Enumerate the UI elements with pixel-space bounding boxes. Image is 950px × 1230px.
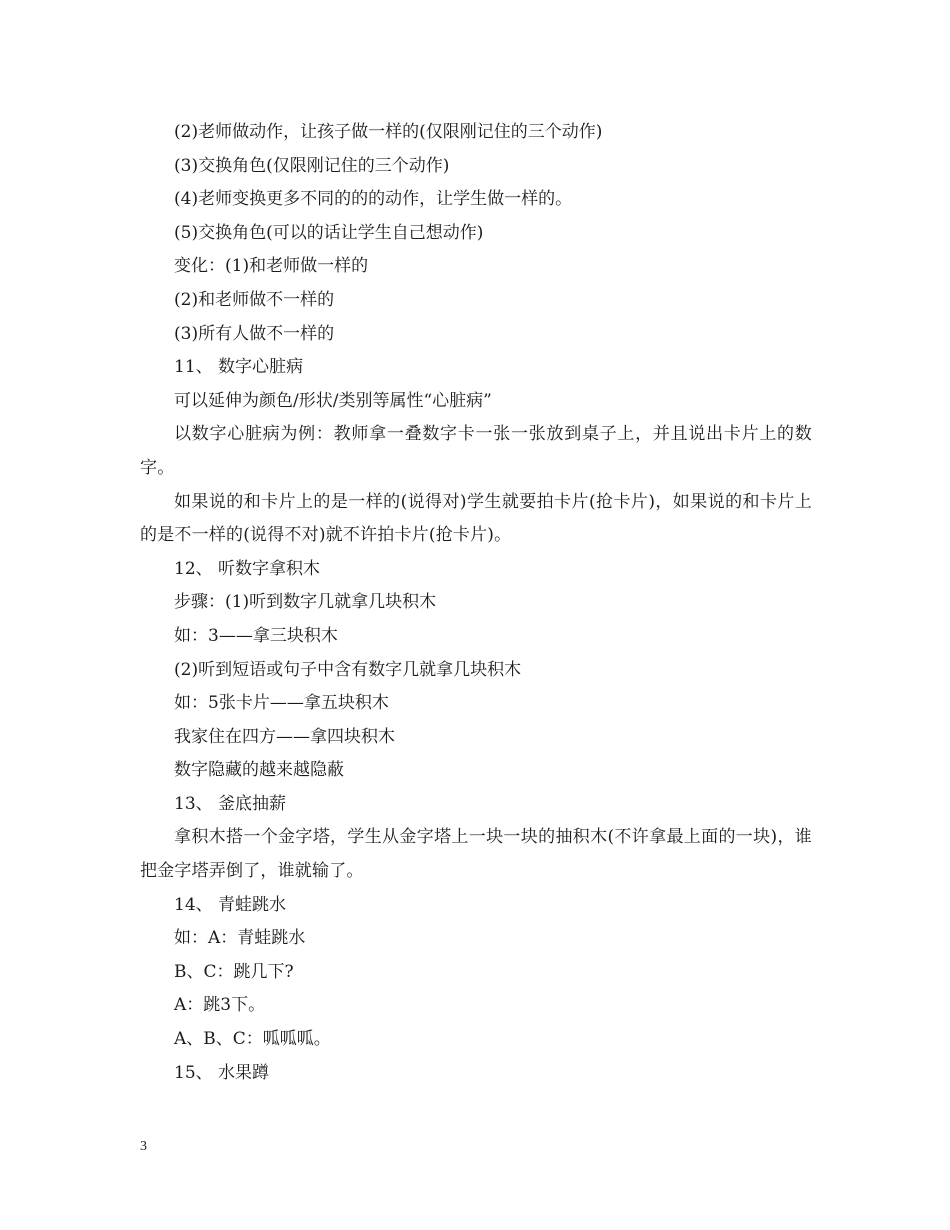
text-line: 如：3——拿三块积木 [174,625,338,646]
section-heading: 11、 数字心脏病 [174,357,304,378]
text-line: (5)交换角色(可以的话让学生自己想动作) [174,222,484,243]
text-line: 如：A：青蛙跳水 [174,928,306,949]
text-line: 我家住在四方——拿四块积木 [174,726,395,747]
page-number: 3 [140,1139,147,1154]
text-line: (3)交换角色(仅限刚记住的三个动作) [174,155,450,176]
text-line: A、B、C：呱呱呱。 [174,1029,331,1050]
text-line: 数字隐藏的越来越隐蔽 [174,760,344,781]
text-line: 步骤：(1)听到数字几就拿几块积木 [174,592,437,613]
text-line: 如：5张卡片——拿五块积木 [174,693,389,714]
text-line: (2)和老师做不一样的 [174,289,335,310]
text-line: (3)所有人做不一样的 [174,323,335,344]
text-line: (2)老师做动作，让孩子做一样的(仅限刚记住的三个动作) [174,122,603,142]
section-heading: 14、 青蛙跳水 [174,894,287,915]
section-heading: 15、 水果蹲 [174,1062,270,1083]
text-line: (4)老师变换更多不同的的的动作，让学生做一样的。 [174,189,573,210]
document-body [140,116,812,1090]
paragraph: 拿积木搭一个金字塔，学生从金字塔上一块一块的抽积木(不许拿最上面的一块)，谁把金字塔弄倒了，谁就输了。 [140,827,812,882]
text-line: A：跳3下。 [174,995,266,1016]
text-line: B、C：跳几下? [174,961,294,982]
text-line: (2)听到短语或句子中含有数字几就拿几块积木 [174,659,522,680]
paragraph: 以数字心脏病为例：教师拿一叠数字卡一张一张放到桌子上，并且说出卡片上的数字。 [140,424,812,478]
paragraph: 如果说的和卡片上的是一样的(说得对)学生就要拍卡片(抢卡片)，如果说的和卡片上的是不一样的(说得不对)就不许拍卡片(抢卡片)。 [140,491,812,546]
section-heading: 13、 釜底抽薪 [174,793,287,814]
text-line: 变化：(1)和老师做一样的 [174,256,369,277]
section-heading: 12、 听数字拿积木 [174,558,321,579]
text-line: 可以延伸为颜色/形状/类别等属性“心脏病” [174,390,492,411]
